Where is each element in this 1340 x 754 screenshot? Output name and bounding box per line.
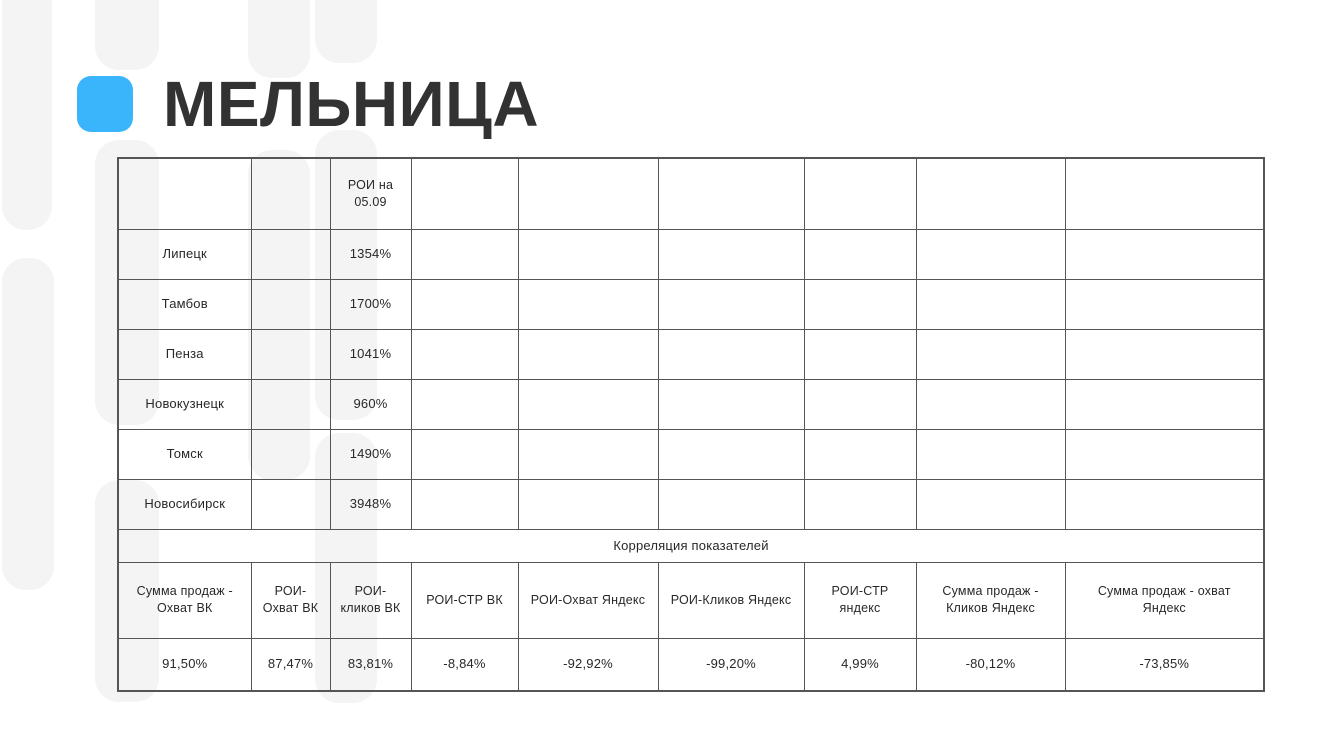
correlation-value-cell: -92,92% — [518, 638, 658, 691]
city-name-cell: Липецк — [118, 229, 251, 279]
empty-cell — [658, 229, 804, 279]
correlation-value-cell: -8,84% — [411, 638, 518, 691]
city-name-cell: Новосибирск — [118, 479, 251, 529]
empty-cell — [1065, 158, 1264, 229]
empty-cell — [518, 229, 658, 279]
empty-cell — [1065, 429, 1264, 479]
empty-cell — [804, 329, 916, 379]
empty-cell — [804, 379, 916, 429]
background-bar — [2, 0, 52, 230]
correlation-value-cell: 91,50% — [118, 638, 251, 691]
empty-cell — [251, 158, 330, 229]
city-roi-cell: 3948% — [330, 479, 411, 529]
empty-cell — [411, 158, 518, 229]
table-row-city — [118, 479, 1264, 529]
table-row-city — [118, 229, 1264, 279]
empty-cell — [658, 329, 804, 379]
table-row-city — [118, 329, 1264, 379]
empty-cell — [118, 158, 251, 229]
correlation-header-cell: РОИ-кликов ВК — [330, 562, 411, 638]
correlation-value-cell: 83,81% — [330, 638, 411, 691]
roi-correlation-table — [117, 157, 1265, 692]
correlation-value-cell: -99,20% — [658, 638, 804, 691]
empty-cell — [518, 279, 658, 329]
empty-cell — [804, 429, 916, 479]
background-bar — [315, 0, 377, 63]
empty-cell — [1065, 479, 1264, 529]
city-roi-cell: 1700% — [330, 279, 411, 329]
table-row-city — [118, 279, 1264, 329]
background-bar — [2, 258, 54, 590]
empty-cell — [251, 429, 330, 479]
empty-cell — [658, 279, 804, 329]
city-roi-cell: 1490% — [330, 429, 411, 479]
empty-cell — [518, 379, 658, 429]
empty-cell — [251, 229, 330, 279]
correlation-value-cell: -73,85% — [1065, 638, 1264, 691]
table-row-city — [118, 379, 1264, 429]
city-roi-cell: 1041% — [330, 329, 411, 379]
empty-cell — [916, 229, 1065, 279]
table-row-correlation-title — [118, 529, 1264, 562]
empty-cell — [1065, 329, 1264, 379]
city-name-cell: Новокузнецк — [118, 379, 251, 429]
empty-cell — [658, 479, 804, 529]
empty-cell — [518, 429, 658, 479]
empty-cell — [804, 279, 916, 329]
correlation-header-cell: Сумма продаж - Кликов Яндекс — [916, 562, 1065, 638]
empty-cell — [1065, 279, 1264, 329]
empty-cell — [518, 479, 658, 529]
empty-cell — [251, 329, 330, 379]
correlation-value-cell: 4,99% — [804, 638, 916, 691]
correlation-value-cell: 87,47% — [251, 638, 330, 691]
city-roi-cell: 960% — [330, 379, 411, 429]
logo-mark-icon — [77, 76, 133, 132]
city-name-cell: Пенза — [118, 329, 251, 379]
table-row-roi-header — [118, 158, 1264, 229]
page-title: МЕЛЬНИЦА — [163, 68, 540, 140]
correlation-header-cell: Сумма продаж - Охват ВК — [118, 562, 251, 638]
data-table — [117, 157, 1265, 692]
empty-cell — [804, 229, 916, 279]
empty-cell — [916, 429, 1065, 479]
table-row-correlation-headers — [118, 562, 1264, 638]
empty-cell — [411, 229, 518, 279]
city-name-cell: Томск — [118, 429, 251, 479]
empty-cell — [251, 279, 330, 329]
empty-cell — [411, 479, 518, 529]
empty-cell — [518, 158, 658, 229]
city-name-cell: Тамбов — [118, 279, 251, 329]
empty-cell — [411, 329, 518, 379]
empty-cell — [916, 379, 1065, 429]
empty-cell — [411, 379, 518, 429]
background-bar — [95, 0, 159, 70]
correlation-value-cell: -80,12% — [916, 638, 1065, 691]
table-row-correlation-values — [118, 638, 1264, 691]
empty-cell — [1065, 229, 1264, 279]
empty-cell — [251, 379, 330, 429]
empty-cell — [411, 429, 518, 479]
correlation-header-cell: Сумма продаж - охват Яндекс — [1065, 562, 1264, 638]
correlation-header-cell: РОИ-СТР яндекс — [804, 562, 916, 638]
empty-cell — [916, 158, 1065, 229]
empty-cell — [916, 279, 1065, 329]
empty-cell — [411, 279, 518, 329]
correlation-header-cell: РОИ-Охват Яндекс — [518, 562, 658, 638]
table-row-city — [118, 429, 1264, 479]
slide-header — [77, 66, 539, 142]
empty-cell — [658, 429, 804, 479]
correlation-header-cell: РОИ-Охват ВК — [251, 562, 330, 638]
empty-cell — [804, 158, 916, 229]
empty-cell — [251, 479, 330, 529]
correlation-header-cell: РОИ-Кликов Яндекс — [658, 562, 804, 638]
correlation-header-cell: РОИ-СТР ВК — [411, 562, 518, 638]
empty-cell — [916, 329, 1065, 379]
city-roi-cell: 1354% — [330, 229, 411, 279]
empty-cell — [916, 479, 1065, 529]
empty-cell — [658, 379, 804, 429]
roi-date-header-cell: РОИ на 05.09 — [330, 158, 411, 229]
empty-cell — [658, 158, 804, 229]
empty-cell — [1065, 379, 1264, 429]
correlation-title-cell: Корреляция показателей — [118, 529, 1264, 562]
empty-cell — [804, 479, 916, 529]
empty-cell — [518, 329, 658, 379]
